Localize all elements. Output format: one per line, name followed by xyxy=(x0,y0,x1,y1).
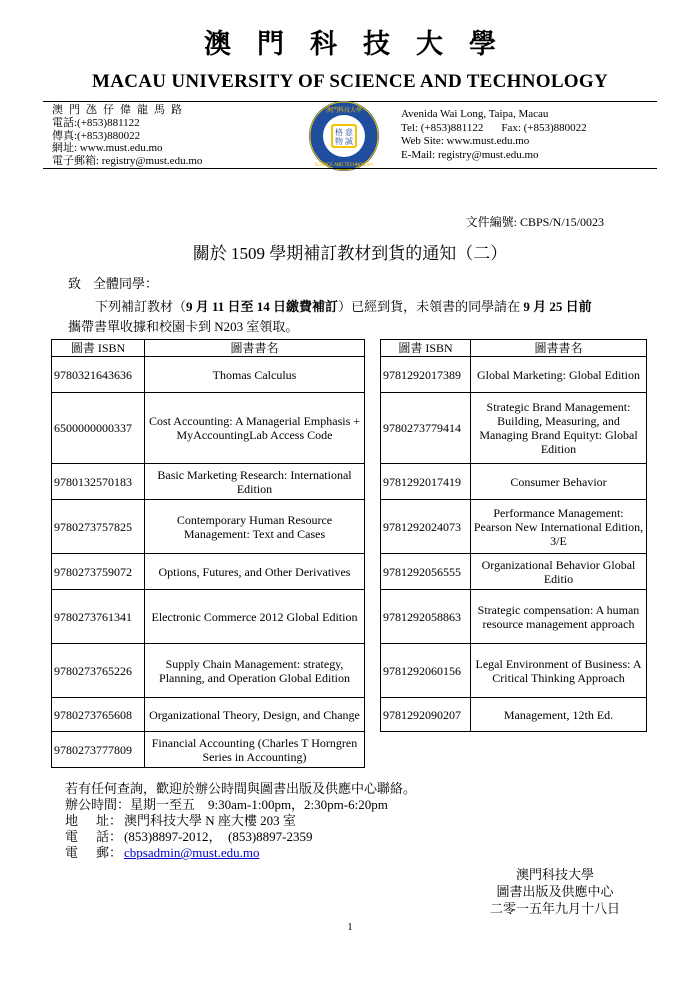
title-cell: Strategic Brand Management: Building, Measuring, and Managing Brand Equityt: Global Edition xyxy=(471,393,647,464)
salutation xyxy=(68,273,158,292)
header-title: 圖書書名 xyxy=(471,340,647,357)
isbn-cell: 9780273765608 xyxy=(52,698,145,732)
table-row xyxy=(52,393,365,464)
title-cell: Contemporary Human Resource Management: Text and Cases xyxy=(145,500,365,554)
header-isbn: 圖書 ISBN xyxy=(381,340,471,357)
isbn-cell: 9780273759072 xyxy=(52,554,145,590)
title-cell: Thomas Calculus xyxy=(145,357,365,393)
title-cell: Options, Futures, and Other Derivatives xyxy=(145,554,365,590)
isbn-cell: 9780273779414 xyxy=(381,393,471,464)
phone-en: Tel: (+853)881122 xyxy=(401,121,484,134)
title-cell: Global Marketing: Global Edition xyxy=(471,357,647,393)
book-table-right xyxy=(380,339,647,732)
salutation-recipient: 全體同學： xyxy=(93,276,159,291)
isbn-cell: 9781292058863 xyxy=(381,590,471,644)
website-zh: 網址: www.must.edu.mo xyxy=(52,142,163,155)
table-row xyxy=(381,393,647,464)
page-number: 1 xyxy=(347,921,353,933)
body-text: ）已經到貨，未領書的同學請在 xyxy=(338,299,521,314)
phone-value: (853)8897-2012， (853)8897-2359 xyxy=(124,829,313,844)
address-label: 地址 xyxy=(65,813,109,828)
email-zh: 電子郵箱: registry@must.edu.mo xyxy=(52,155,203,168)
address-zh: 澳門氹仔偉龍馬路 xyxy=(52,104,188,116)
header-contact-english xyxy=(401,108,587,162)
signature-block xyxy=(470,866,640,917)
email-label: 電郵 xyxy=(65,845,109,860)
title-cell: Organizational Behavior Global Editio xyxy=(471,554,647,590)
document-number: 文件編號: CBPS/N/15/0023 xyxy=(465,215,604,229)
isbn-cell: 9781292017389 xyxy=(381,357,471,393)
title-cell: Organizational Theory, Design, and Change xyxy=(145,698,365,732)
title-cell: Cost Accounting: A Managerial Emphasis + MyAccountingLab Access Code xyxy=(145,393,365,464)
office-hours-value: 星期一至五 9:30am-1:00pm，2:30pm-6:20pm xyxy=(130,797,388,812)
table-row xyxy=(52,554,365,590)
address-en: Avenida Wai Long, Taipa, Macau xyxy=(401,108,549,120)
email-link[interactable]: cbpsadmin@must.edu.mo xyxy=(124,845,260,860)
table-row xyxy=(52,464,365,500)
phone-label: 電話 xyxy=(65,829,109,844)
salutation-to: 致 xyxy=(68,276,82,291)
book-table-left xyxy=(51,339,365,768)
isbn-cell: 9780132570183 xyxy=(52,464,145,500)
phone-zh: 電話:(+853)881122 xyxy=(52,116,140,129)
website-en: Web Site: www.must.edu.mo xyxy=(401,135,530,147)
table-row xyxy=(381,500,647,554)
svg-text:SCIENCE AND TECHNOLOGY: SCIENCE AND TECHNOLOGY xyxy=(314,162,374,167)
header-bottom-rule xyxy=(43,168,657,169)
fax-zh: 傳真:(+853)880022 xyxy=(52,129,141,142)
svg-text:意: 意 xyxy=(345,128,353,137)
title-cell: Management, 12th Ed. xyxy=(471,698,647,732)
table-row xyxy=(381,590,647,644)
notice-body-line-1 xyxy=(95,296,592,315)
isbn-cell: 6500000000337 xyxy=(52,393,145,464)
isbn-cell: 9780273777809 xyxy=(52,732,145,768)
table-header-row xyxy=(52,340,365,357)
address-value: 澳門科技大學 N 座大樓 203 室 xyxy=(124,813,296,828)
isbn-cell: 9781292024073 xyxy=(381,500,471,554)
svg-text:澳門科技大學: 澳門科技大學 xyxy=(325,107,363,114)
table-row xyxy=(381,554,647,590)
title-cell: Basic Marketing Research: International Edition xyxy=(145,464,365,500)
svg-text:格: 格 xyxy=(335,128,343,137)
header-title: 圖書書名 xyxy=(145,340,365,357)
table-row xyxy=(52,732,365,768)
table-row xyxy=(52,500,365,554)
isbn-cell: 9780273757825 xyxy=(52,500,145,554)
table-row xyxy=(52,644,365,698)
body-deadline-payment: 9 月 11 日至 14 日繳費補訂 xyxy=(186,299,339,314)
university-english-name: MACAU UNIVERSITY OF SCIENCE AND TECHNOLOGY xyxy=(92,71,608,92)
table-row xyxy=(52,357,365,393)
isbn-cell: 9781292060156 xyxy=(381,644,471,698)
body-deadline-pickup: 9 月 25 日前 xyxy=(520,299,592,314)
title-cell: Legal Environment of Business: A Critical Thinking Approach xyxy=(471,644,647,698)
fax-en: Fax: (+853)880022 xyxy=(501,121,587,134)
office-hours-label: 辦公時間： xyxy=(65,797,131,812)
body-text: 下列補訂教材（ xyxy=(95,299,187,314)
university-seal-logo xyxy=(308,100,380,172)
svg-text:誠: 誠 xyxy=(345,137,353,146)
isbn-cell: 9780273765226 xyxy=(52,644,145,698)
table-row xyxy=(381,698,647,732)
university-chinese-name: 澳門科技大學 xyxy=(204,29,522,59)
signature-date: 二零一五年九月十八日 xyxy=(489,901,620,916)
contact-intro: 若有任何查詢，歡迎於辦公時間與圖書出版及供應中心聯絡。 xyxy=(65,781,417,796)
title-cell: Electronic Commerce 2012 Global Edition xyxy=(145,590,365,644)
email-en: E-Mail: registry@must.edu.mo xyxy=(401,148,539,161)
signature-org-2: 圖書出版及供應中心 xyxy=(496,884,614,899)
table-row xyxy=(52,590,365,644)
table-row xyxy=(381,357,647,393)
isbn-cell: 9780273761341 xyxy=(52,590,145,644)
title-cell: Financial Accounting (Charles T Horngren Series in Accounting) xyxy=(145,732,365,768)
isbn-cell: 9780321643636 xyxy=(52,357,145,393)
title-cell: Strategic compensation: A human resource management approach xyxy=(471,590,647,644)
signature-org-1: 澳門科技大學 xyxy=(515,867,594,882)
isbn-cell: 9781292017419 xyxy=(381,464,471,500)
notice-title: 關於 1509 學期補訂教材到貨的通知（二） xyxy=(192,244,508,263)
title-cell: Supply Chain Management: strategy, Planning, and Operation Global Edition xyxy=(145,644,365,698)
header-contact-chinese xyxy=(52,104,202,168)
table-row xyxy=(52,698,365,732)
title-cell: Consumer Behavior xyxy=(471,464,647,500)
isbn-cell: 9781292056555 xyxy=(381,554,471,590)
table-header-row xyxy=(381,340,647,357)
title-cell: Performance Management: Pearson New International Edition, 3/E xyxy=(471,500,647,554)
header-isbn: 圖書 ISBN xyxy=(52,340,145,357)
svg-text:物: 物 xyxy=(335,137,343,146)
contact-info: 若有任何查詢，歡迎於辦公時間與圖書出版及供應中心聯絡。 辦公時間：星期一至五 9:30am-1:00pm，2:30pm-6:20pm 地址： 澳門科技大學 N 座大樓 203 室 電話： (853)8897-2012， (853)8897-2359 電郵： cbpsadmin@must.edu.mo xyxy=(65,781,417,860)
table-row xyxy=(381,644,647,698)
notice-body-line-2: 攜帶書單收據和校園卡到 N203 室領取。 xyxy=(68,319,299,334)
isbn-cell: 9781292090207 xyxy=(381,698,471,732)
table-row xyxy=(381,464,647,500)
